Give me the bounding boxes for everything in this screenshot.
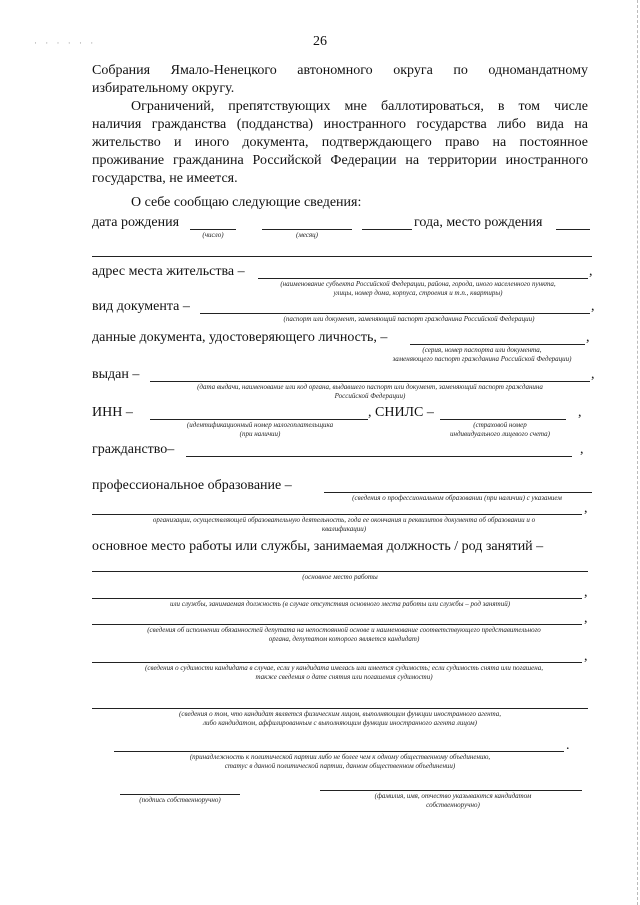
conviction-caption-2: также сведения о дате снятия или погашения судимости) — [255, 673, 433, 681]
education-caption-2: организации, осуществляющей образовательную деятельность, года ее окончания и реквизитов документа об образовании и о — [152, 516, 536, 524]
education-field-2[interactable] — [92, 514, 582, 515]
paragraph1-line1: Собрания Ямало-Ненецкого автономного округа по одномандатному — [92, 63, 588, 78]
deputy-field[interactable] — [92, 624, 582, 625]
citizenship-field[interactable] — [186, 456, 572, 457]
education-field[interactable] — [324, 492, 592, 493]
snils-caption-1: (страховой номер — [473, 421, 527, 429]
issued-field[interactable] — [150, 381, 590, 382]
doc-data-label: данные документа, удостоверяющего личность, – — [92, 330, 388, 345]
foreign-agent-field[interactable] — [92, 708, 588, 709]
page-number: 26 — [313, 34, 327, 49]
conviction-caption-1: (сведения о судимости кандидата в случае, если у кандидата имелась или имеется судимость; если судимость снята или погашена, — [145, 664, 543, 672]
doc-data-caption-2: заменяющего паспорт гражданина Российской Федерации) — [392, 355, 572, 363]
address-comma: , — [589, 264, 593, 279]
work-label: основное место работы или службы, занимаемая должность / род занятий – — [92, 539, 544, 554]
party-field[interactable] — [114, 751, 564, 752]
paragraph2-line3: жительство и иного документа, подтверждающего право на постоянное — [92, 135, 588, 150]
work-caption-1: (основное место работы — [302, 573, 378, 581]
issued-caption-2: Российской Федерации) — [334, 392, 406, 400]
birth-day-caption: (число) — [202, 231, 224, 239]
birth-year-field[interactable] — [362, 229, 412, 230]
fullname-caption-2: собственноручно) — [426, 801, 480, 809]
doc-data-field[interactable] — [410, 344, 585, 345]
address-caption-1: (наименование субъекта Российской Федерации, района, города, иного населенного пункта, — [280, 280, 556, 288]
snils-comma: , — [578, 405, 582, 420]
deputy-caption-1: (сведения об исполнении обязанностей депутата на непостоянной основе и наименование соответствующего представительного — [147, 626, 541, 634]
work-position-field[interactable] — [92, 598, 582, 599]
inn-caption-2: (при наличии) — [239, 430, 281, 438]
work-caption-2: или службы, занимаемая должность (в случае отсутствия основного места работы или службы – род занятий) — [169, 600, 511, 608]
deputy-comma: , — [584, 611, 588, 626]
birth-month-field[interactable] — [262, 229, 352, 230]
fullname-field[interactable] — [320, 790, 582, 791]
citizenship-label: гражданство– — [92, 442, 175, 457]
paragraph2-line2: наличия гражданства (подданства) иностранного государства либо вида на — [92, 117, 588, 132]
doc-type-field[interactable] — [200, 313, 590, 314]
issued-comma: , — [591, 367, 595, 382]
party-caption-2: статус в данной политической партии, данном общественном объединении) — [224, 762, 456, 770]
birth-place-field-2[interactable] — [92, 256, 592, 257]
education-caption-1: (сведения о профессиональном образовании (при наличии) с указанием — [352, 494, 562, 502]
scan-edge — [636, 0, 638, 905]
education-comma: , — [584, 501, 588, 516]
birth-month-caption: (месяц) — [295, 231, 318, 239]
deputy-caption-2: органа, депутатом которого является кандидат) — [268, 635, 420, 643]
citizenship-comma: , — [580, 442, 584, 457]
conviction-field[interactable] — [92, 662, 582, 663]
scan-dots: · · · · · · — [34, 38, 97, 48]
inn-caption-1: (идентификационный номер налогоплательщика — [186, 421, 334, 429]
foreign-agent-caption-1: (сведения о том, что кандидат является физическим лицом, выполняющим функции иностранного агента, — [179, 710, 501, 718]
doc-data-caption-1: (серия, номер паспорта или документа, — [422, 346, 542, 354]
signature-field[interactable] — [120, 794, 240, 795]
paragraph2-line1: Ограничений, препятствующих мне баллотироваться, в том числе — [131, 99, 588, 114]
issued-label: выдан – — [92, 367, 140, 382]
intro-text: О себе сообщаю следующие сведения: — [131, 195, 362, 210]
address-label: адрес места жительства – — [92, 264, 245, 279]
snils-field[interactable] — [440, 419, 566, 420]
doc-type-caption: (паспорт или документ, заменяющий паспорт гражданина Российской Федерации) — [283, 315, 535, 323]
doc-type-comma: , — [591, 299, 595, 314]
snils-caption-2: индивидуального лицевого счета) — [450, 430, 550, 438]
inn-field[interactable] — [150, 419, 368, 420]
doc-data-comma: , — [586, 330, 590, 345]
birth-year-label: года, место рождения — [414, 215, 543, 230]
birth-label: дата рождения — [92, 215, 180, 230]
address-field[interactable] — [258, 278, 588, 279]
party-caption-1: (принадлежность к политической партии либо не более чем к одному общественному объединению, — [189, 753, 491, 761]
paragraph2-line4: проживание гражданина Российской Федерации на территории иностранного — [92, 153, 588, 168]
birth-place-field[interactable] — [556, 229, 590, 230]
snils-label: , СНИЛС – — [368, 405, 434, 420]
paragraph1-line2: избирательному округу. — [92, 81, 235, 96]
fullname-caption-1: (фамилия, имя, отчество указываются кандидатом — [374, 792, 532, 800]
work-field[interactable] — [92, 571, 588, 572]
foreign-agent-caption-2: либо кандидатом, аффилированным с выполняющим функции иностранного агента лицом) — [203, 719, 477, 727]
paragraph2-line5: государства, не имеется. — [92, 171, 238, 186]
education-caption-3: квалификации) — [321, 525, 367, 533]
issued-caption-1: (дата выдачи, наименование или код органа, выдавшего паспорт или документ, заменяющий паспорт гражданина — [197, 383, 543, 391]
work-comma: , — [584, 585, 588, 600]
inn-label: ИНН – — [92, 405, 133, 420]
signature-caption: (подпись собственноручно) — [139, 796, 221, 804]
education-label: профессиональное образование – — [92, 478, 292, 493]
address-caption-2: улицы, номер дома, корпуса, строения и т.п., квартиры) — [333, 289, 503, 297]
conviction-comma: , — [584, 649, 588, 664]
birth-day-field[interactable] — [190, 229, 236, 230]
party-dot: . — [566, 738, 570, 753]
doc-type-label: вид документа – — [92, 299, 190, 314]
